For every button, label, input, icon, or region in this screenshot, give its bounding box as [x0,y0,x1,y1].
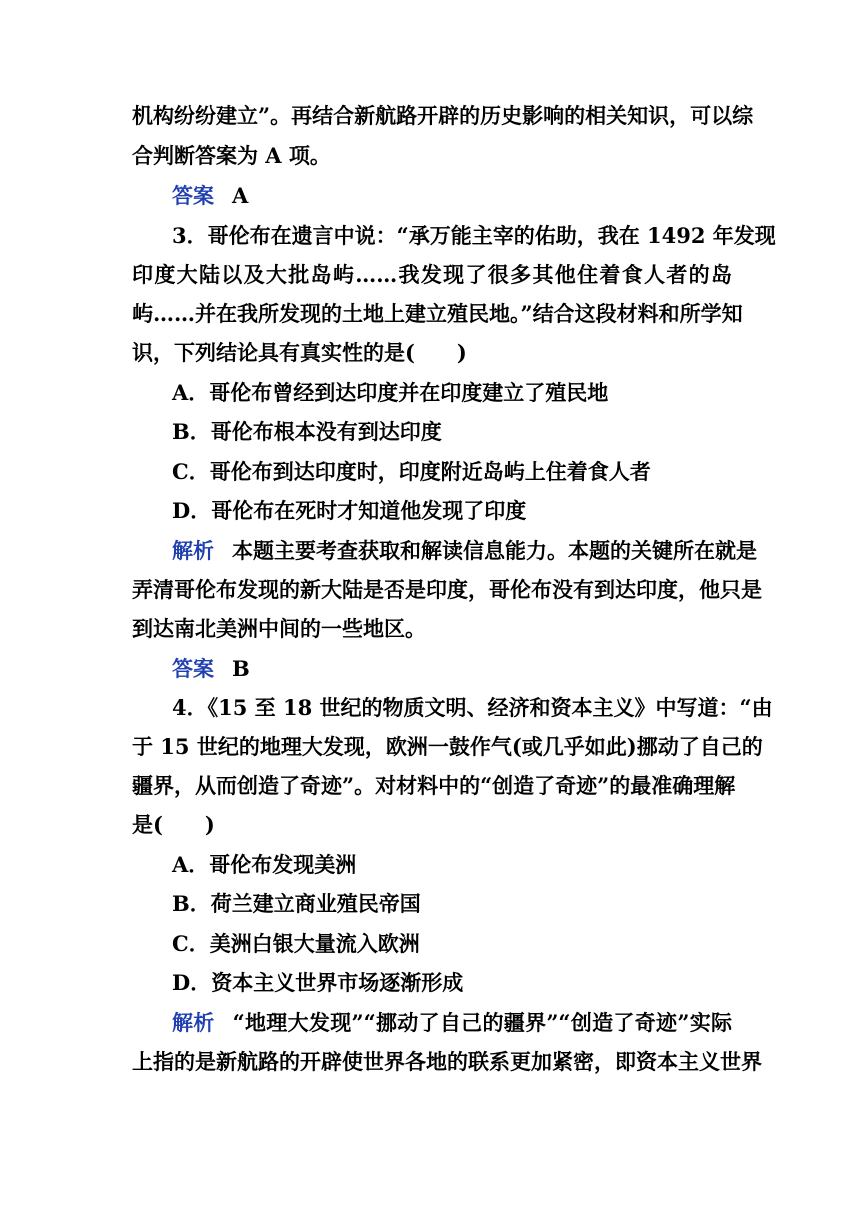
option-b: B．哥伦布根本没有到达印度 [172,419,442,444]
paragraph-line: 上指的是新航路的开辟使世界各地的联系更加紧密，即资本主义世界 [132,1049,762,1074]
analysis-line [172,1008,732,1038]
analysis-line [172,536,757,566]
option-d: D．资本主义世界市场逐渐形成 [172,970,464,995]
analysis-text: “地理大发现”“挪动了自己的疆界”“创造了奇迹”实际 [232,1010,732,1035]
answer-value: B [232,656,250,681]
option-c: C．哥伦布到达印度时，印度附近岛屿上住着食人者 [172,459,651,484]
option-d: D．哥伦布在死时才知道他发现了印度 [172,498,527,523]
paragraph-line: 到达南北美洲中间的一些地区。 [132,616,426,641]
paragraph-line: 弄清哥伦布发现的新大陆是否是印度，哥伦布没有到达印度，他只是 [132,577,762,602]
question-3-stem: 3．哥伦布在遗言中说：“承万能主宰的佑助，我在 1492 年发现 [172,223,776,248]
answer-line [172,181,732,211]
analysis-label: 解析 [172,1010,215,1035]
answer-value: A [232,183,249,208]
option-b: B．荷兰建立商业殖民帝国 [172,891,421,916]
answer-line [172,654,732,684]
answer-label: 答案 [172,656,214,681]
paragraph-line: 机构纷纷建立”。再结合新航路开辟的历史影响的相关知识，可以综 [132,103,754,128]
paragraph-line: 识，下列结论具有真实性的是( ) [132,340,467,365]
paragraph-line: 疆界，从而创造了奇迹”。对材料中的“创造了奇迹”的最准确理解 [132,773,736,798]
paragraph-line: 是( ) [132,812,215,837]
analysis-text: 本题主要考查获取和解读信息能力。本题的关键所在就是 [232,538,757,563]
paragraph-line: 于 15 世纪的地理大发现，欧洲一鼓作气(或几乎如此)挪动了自己的 [132,734,763,759]
paragraph-line: 合判断答案为 A 项。 [132,143,331,168]
answer-label: 答案 [172,183,214,208]
option-c: C．美洲白银大量流入欧洲 [172,931,420,956]
analysis-label: 解析 [172,538,214,563]
paragraph-line: 屿……并在我所发现的土地上建立殖民地。”结合这段材料和所学知 [132,301,743,326]
question-4-stem: 4．《15 至 18 世纪的物质文明、经济和资本主义》中写道：“由 [172,695,773,720]
paragraph-line: 印度大陆以及大批岛屿……我发现了很多其他住着食人者的岛 [132,262,732,287]
option-a: A．哥伦布发现美洲 [172,852,357,877]
option-a: A．哥伦布曾经到达印度并在印度建立了殖民地 [172,380,609,405]
